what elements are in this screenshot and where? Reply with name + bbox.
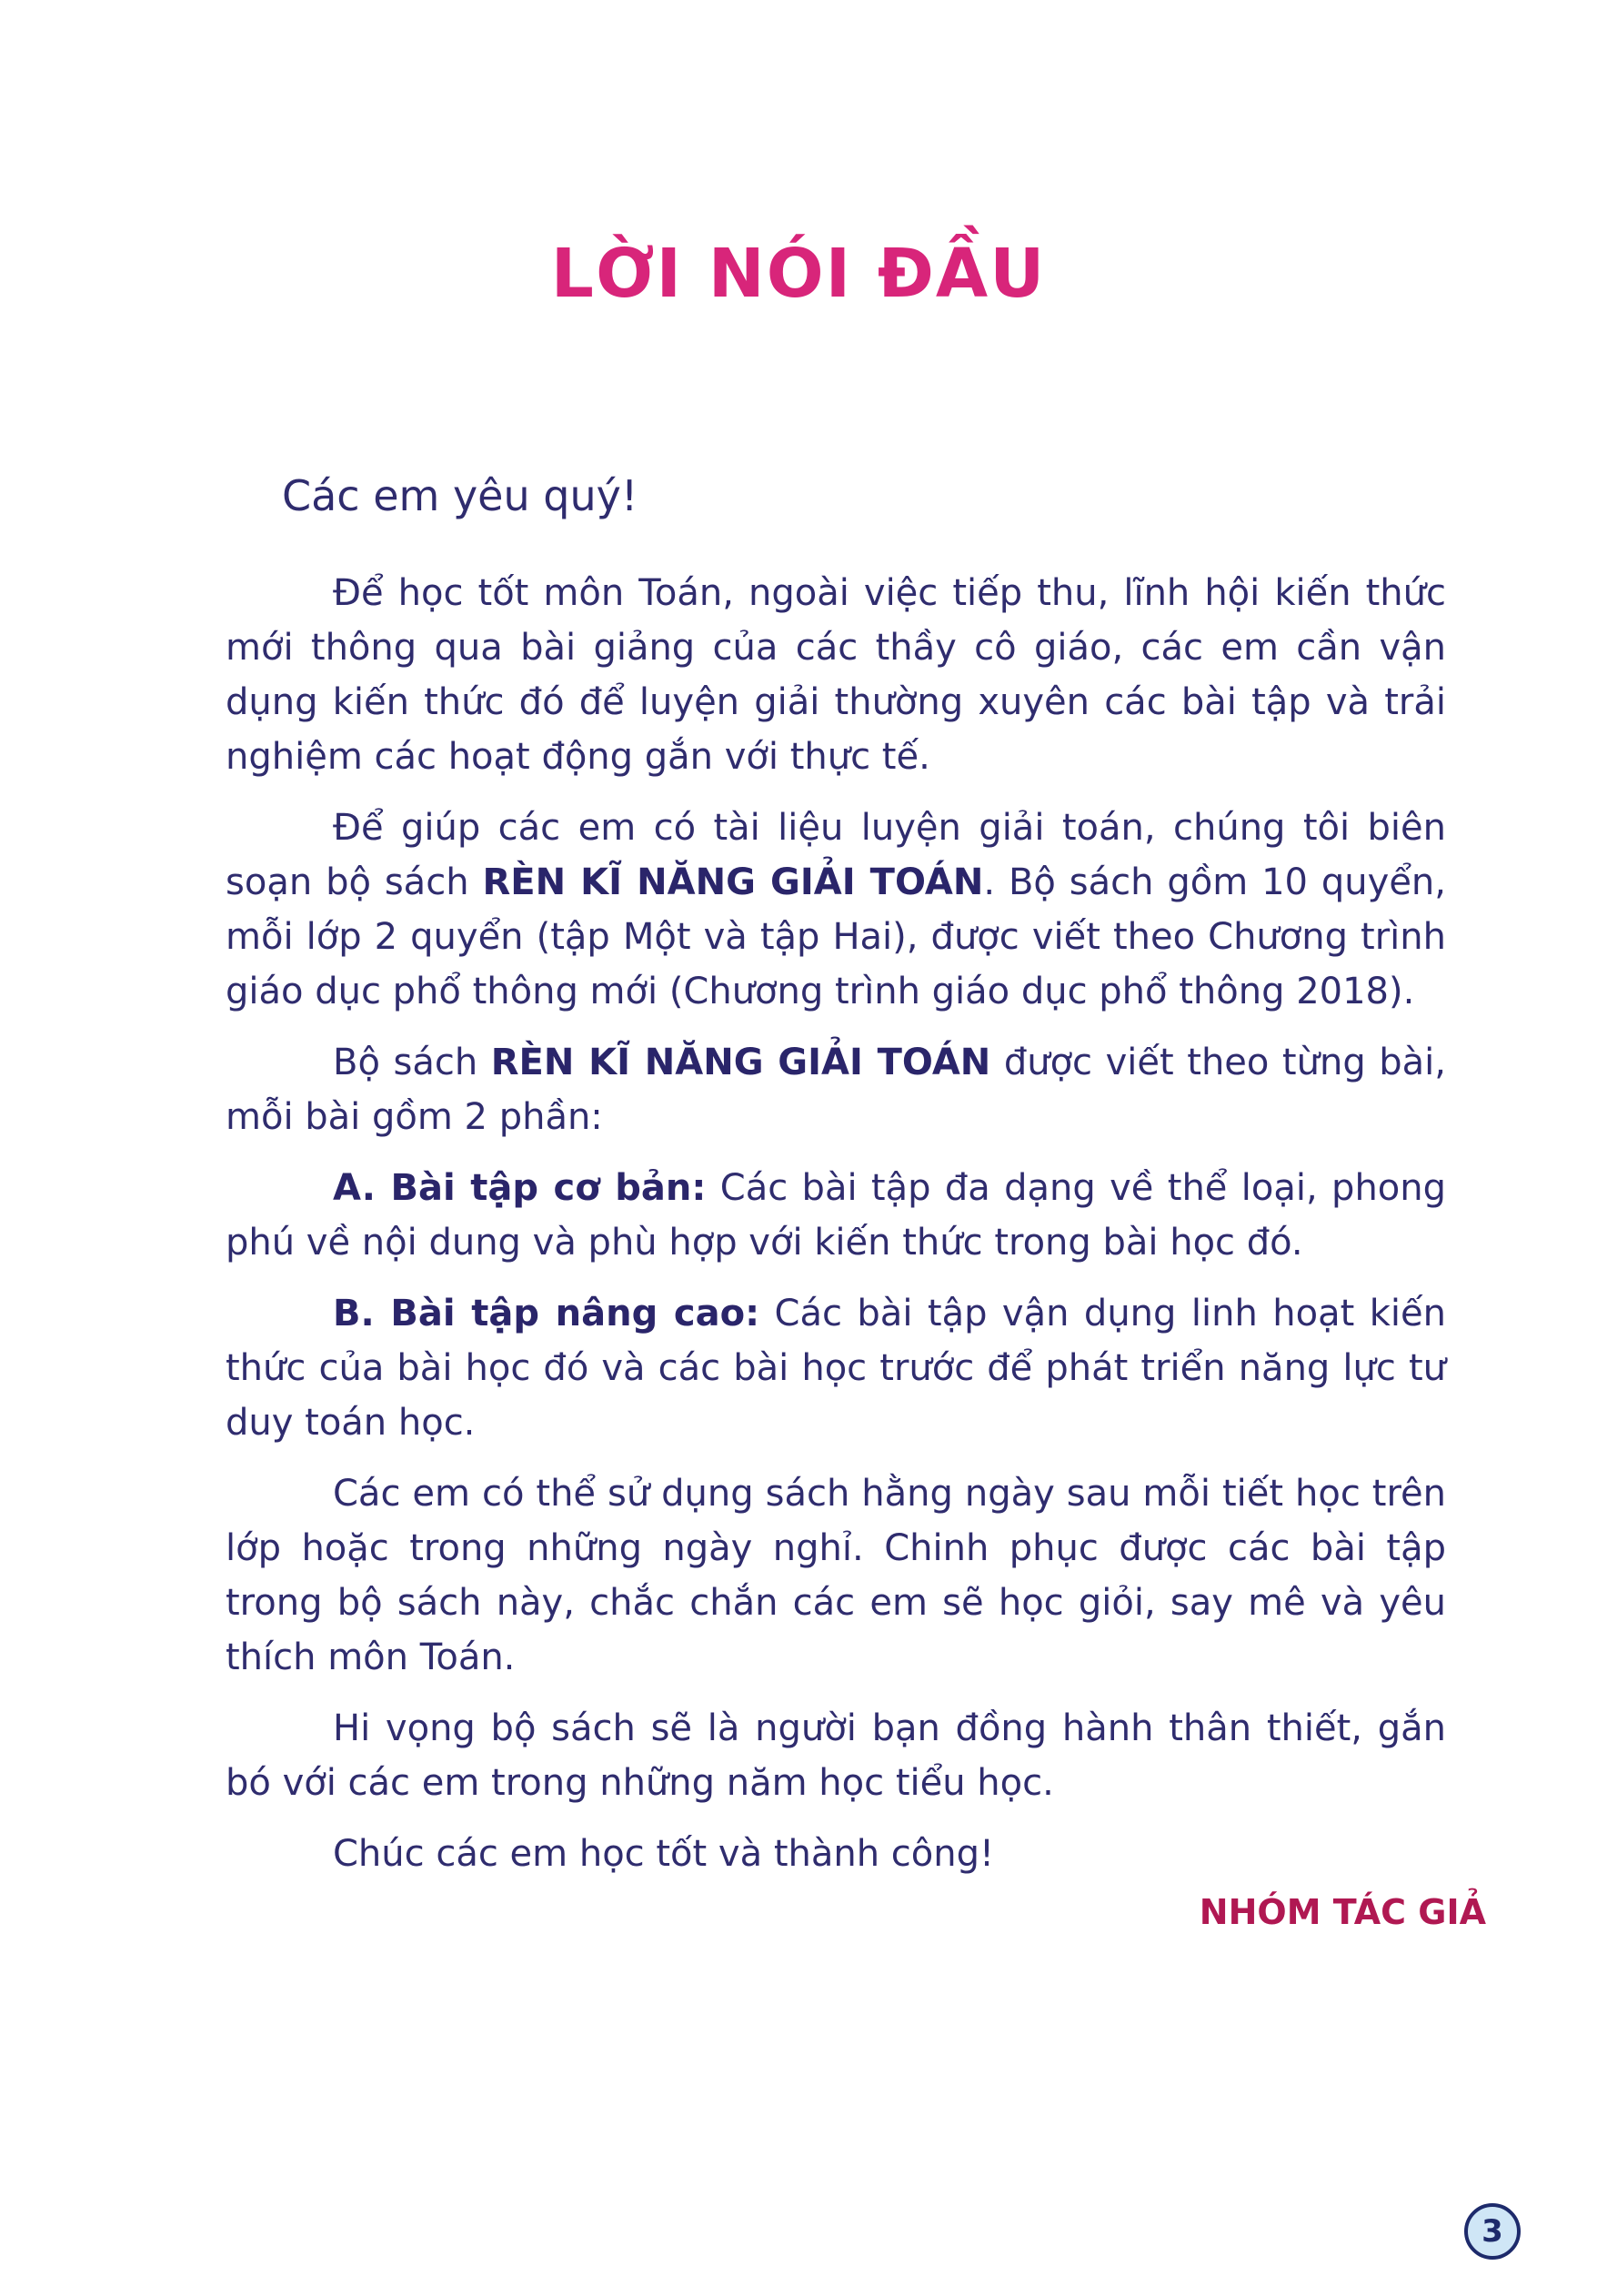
greeting: Các em yêu quý! [282, 471, 638, 520]
series-name-bold: RÈN KĨ NĂNG GIẢI TOÁN [482, 861, 984, 903]
preface-body [226, 566, 1446, 1898]
paragraph-8-text: Chúc các em học tốt và thành công! [333, 1833, 995, 1875]
basic-exercises-heading: A. Bài tập cơ bản: [333, 1167, 707, 1209]
paragraph-basic-exercises [226, 1161, 1446, 1270]
series-name-bold: RÈN KĨ NĂNG GIẢI TOÁN [490, 1042, 991, 1083]
page-number: 3 [1481, 2213, 1503, 2250]
page-title: LỜI NÓI ĐẦU [550, 235, 1047, 313]
paragraph-3-text-start: Bộ sách [333, 1042, 491, 1083]
advanced-exercises-heading: B. Bài tập nâng cao: [333, 1293, 760, 1334]
paragraph-advanced-exercises [226, 1286, 1446, 1450]
paragraph-2 [226, 801, 1446, 1019]
advanced-exercises-text: Các bài tập vận dụng linh hoạt kiến thức của bài học đó và các bài học trước để phát triển năng lực tư duy toán học. [226, 1293, 1446, 1444]
author-signature: NHÓM TÁC GIẢ [1199, 1892, 1486, 1932]
paragraph-1 [226, 566, 1446, 784]
paragraph-1-text: Để học tốt môn Toán, ngoài việc tiếp thu, lĩnh hội kiến thức mới thông qua bài giảng của các thầy cô giáo, các em cần vận dụng kiến thức đó để luyện giải thường xuyên các bài tập và trải nghiệm các hoạt động gắn với thực tế. [226, 572, 1446, 778]
paragraph-2-text-end: . Bộ sách gồm 10 quyển, mỗi lớp 2 quyển (tập Một và tập Hai), được viết theo Chương trình giáo dục phổ thông mới (Chương trình giáo dục phổ thông 2018). [226, 861, 1446, 1012]
paragraph-6 [226, 1466, 1446, 1685]
paragraph-3 [226, 1035, 1446, 1144]
paragraph-6-text: Các em có thể sử dụng sách hằng ngày sau mỗi tiết học trên lớp hoặc trong những ngày nghỉ. Chinh phục được các bài tập trong bộ sách này, chắc chắn các em sẽ học giỏi, say mê và yêu thích môn Toán. [226, 1473, 1446, 1678]
paragraph-7-text: Hi vọng bộ sách sẽ là người bạn đồng hành thân thiết, gắn bó với các em trong những năm học tiểu học. [226, 1707, 1446, 1804]
paragraph-8 [226, 1827, 1446, 1881]
paragraph-7 [226, 1701, 1446, 1810]
page-number-badge [1464, 2203, 1521, 2260]
paragraph-2-text-start: Để giúp các em có tài liệu luyện giải toán, chúng tôi biên soạn bộ sách [226, 807, 1446, 903]
basic-exercises-text: Các bài tập đa dạng về thể loại, phong phú về nội dung và phù hợp với kiến thức trong bài học đó. [226, 1167, 1447, 1264]
paragraph-3-text-end: được viết theo từng bài, mỗi bài gồm 2 phần: [226, 1042, 1447, 1138]
